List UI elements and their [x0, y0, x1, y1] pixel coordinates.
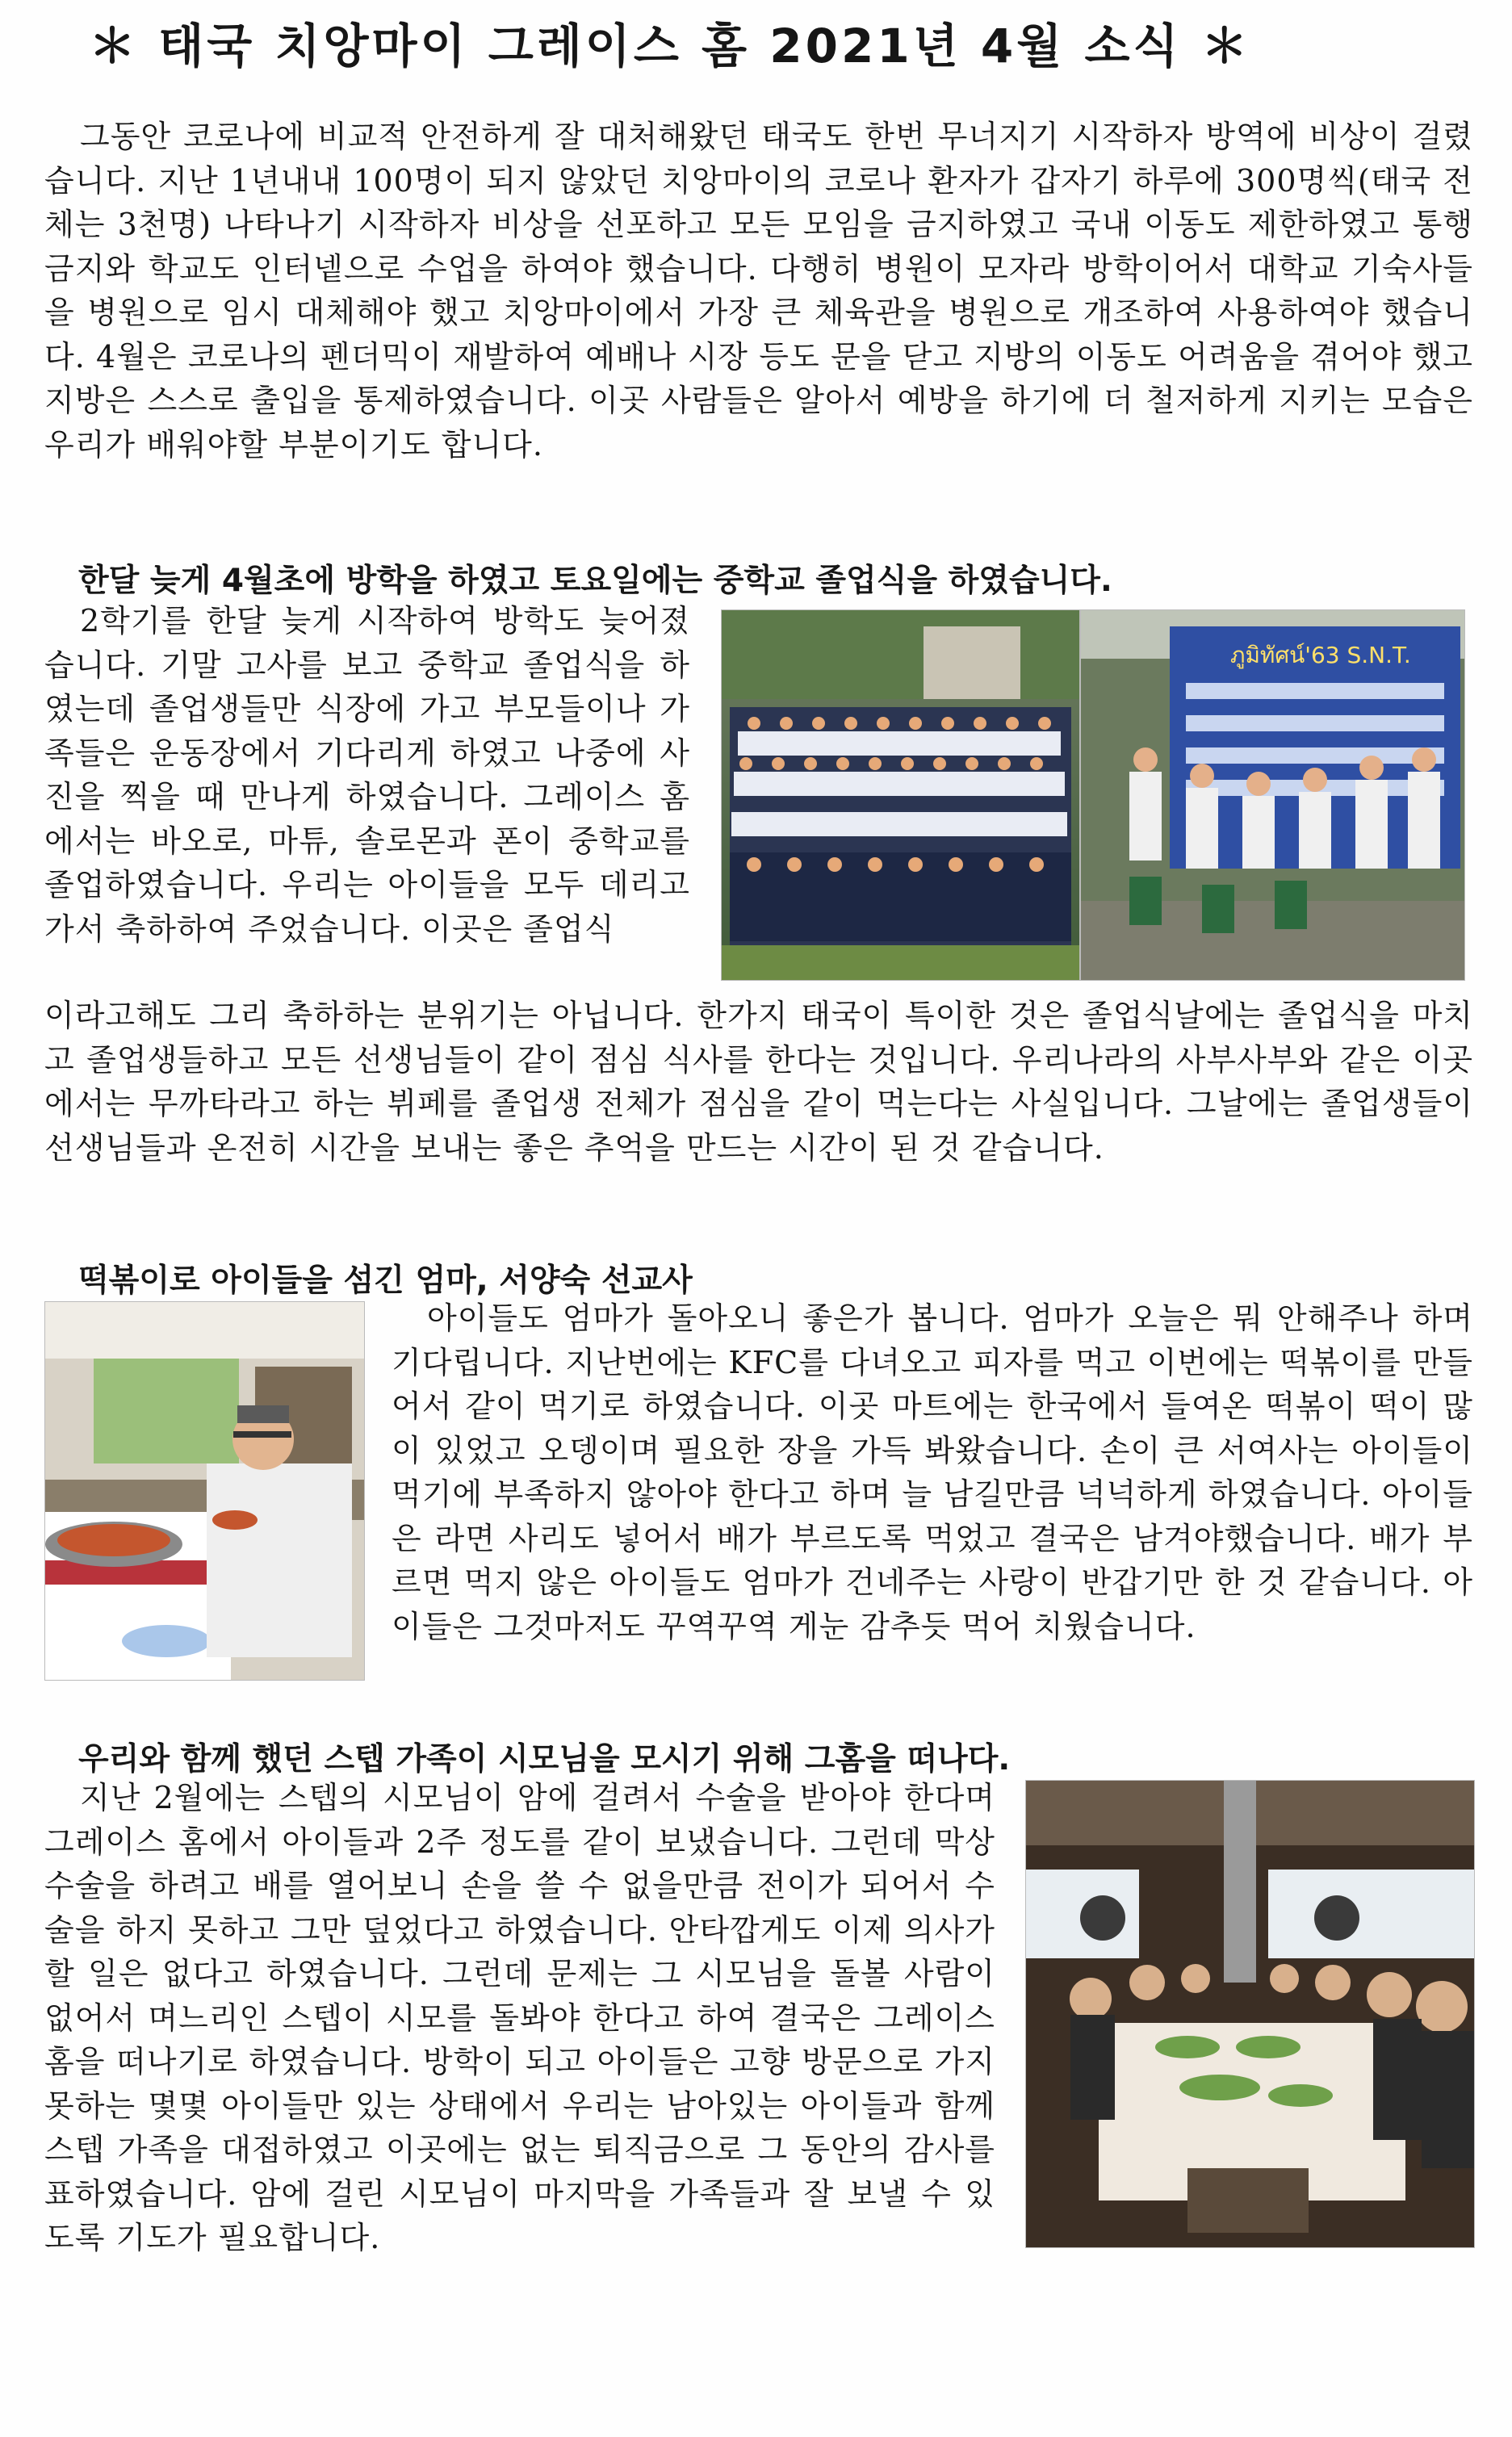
- section-tteokbokki-body: 아이들도 엄마가 돌아오니 좋은가 봅니다. 엄마가 오늘은 뭐 안해주나 하며 기다립니다. 지난번에는 KFC를 다녀오고 피자를 먹고 이번에는 떡볶이를 만들어서 같이 먹기로 하였습니다. 이곳 마트에는 한국에서 들여온 떡볶이 떡이 많이 있었고 오뎅이며 필요한 장을 가득 봐왔습니다. 손이 큰 서여사는 아이들이 먹기에 부족하지 않아야 한다고 하며 늘 남길만큼 넉넉하게 하였습니다. 아이들은 라면 사리도 넣어서 배가 부르도록 먹었고 결국은 남겨야했습니다. 배가 부르면 먹지 않은 아이들도 엄마가 건네주는 사랑이 반갑기만 한 것 같습니다. 아이들은 그것마저도 꾸역꾸역 게눈 감추듯 먹어 치웠습니다.: [392, 1300, 1473, 1644]
- farewell-dinner-photo: [1025, 1780, 1475, 2248]
- section-staff-farewell-heading: 우리와 함께 했던 스텝 가족이 시모님을 모시기 위해 그홈을 떠나다.: [78, 1741, 1011, 1778]
- banner-text: ภูมิทัศน์'63 S.N.T.: [1230, 642, 1411, 668]
- graduation-group-photo: [721, 609, 1080, 981]
- intro-paragraph: 그동안 코로나에 비교적 안전하게 잘 대처해왔던 태국도 한번 무너지기 시작하자 방역에 비상이 걸렸습니다. 지난 1년내내 100명이 되지 않았던 치앙마이의 코로나 환자가 갑자기 하루에 300명씩(태국 전체는 3천명) 나타나기 시작하자 비상을 선포하고 모든 모임을 금지하였고 국내 이동도 제한하였고 통행금지와 학교도 인터넽으로 수업을 하여야 했습니다. 다행히 병원이 모자라 방학이어서 대학교 기숙사들을 병원으로 임시 대체해야 했고 치앙마이에서 가장 큰 체육관을 병원으로 개조하여 사용하여야 했습니다. 4월은 코로나의 펜더믹이 재발하여 예배나 시장 등도 문을 닫고 지방의 이동도 어려움을 겪어야 했고 지방은 스스로 출입을 통제하였습니다. 이곳 사람들은 알아서 예방을 하기에 더 철저하게 지키는 모습은 우리가 배워야할 부분이기도 합니다.: [44, 119, 1473, 463]
- section-graduation-body-top: 2학기를 한달 늦게 시작하여 방학도 늦어졌습니다. 기말 고사를 보고 중학교 졸업식을 하였는데 졸업생들만 식장에 가고 부모들이나 가족들은 운동장에서 기다리게 하였고 나중에 사진을 찍을 때 만나게 하였습니다. 그레이스 홈에서는 바오로, 마튜, 솔로몬과 폰이 중학교를 졸업하였습니다. 우리는 아이들을 모두 데리고 가서 축하하여 주었습니다. 이곳은 졸업식: [44, 603, 690, 947]
- section-staff-farewell-body: 지난 2월에는 스텝의 시모님이 암에 걸려서 수술을 받아야 한다며 그레이스 홈에서 아이들과 2주 정도를 같이 보냈습니다. 그런데 막상 수술을 하려고 배를 열어보니 손을 쓸 수 없을만큼 전이가 되어서 수술을 하지 못하고 그만 덮었다고 하였습니다. 안타깝게도 이제 의사가 할 일은 없다고 하였습니다. 그런데 문제는 그 시모님을 돌볼 사람이 없어서 며느리인 스텝이 시모를 돌봐야 한다고 하여 결국은 그레이스 홈을 떠나기로 하였습니다. 방학이 되고 아이들은 고향 방문으로 가지 못하는 몇몇 아이들만 있는 상태에서 우리는 남아있는 아이들과 함께 스텝 가족을 대접하였고 이곳에는 없는 퇴직금으로 그 동안의 감사를 표하였습니다. 암에 걸린 시모님이 마지막을 가족들과 잘 보낼 수 있도록 기도가 필요합니다.: [44, 1780, 995, 2255]
- page-title: ＊ 태국 치앙마이 그레이스 홈 2021년 4월 소식 ＊: [89, 19, 1251, 73]
- section-graduation-body-bottom: 이라고해도 그리 축하하는 분위기는 아닙니다. 한가지 태국이 특이한 것은 졸업식날에는 졸업식을 마치고 졸업생들하고 모든 선생님들이 같이 점심 식사를 한다는 것입니다. 우리나라의 사부사부와 같은 이곳에서는 무까타라고 하는 뷔페를 졸업생 전체가 점심을 같이 먹는다는 사실입니다. 그날에는 졸업생들이 선생님들과 온전히 시간을 보내는 좋은 추억을 만드는 시간이 된 것 같습니다.: [44, 998, 1473, 1166]
- section-graduation-heading: 한달 늦게 4월초에 방학을 하였고 토요일에는 중학교 졸업식을 하였습니다.: [78, 563, 1112, 599]
- graduation-family-photo: [1080, 609, 1465, 981]
- section-tteokbokki-heading: 떡볶이로 아이들을 섬긴 엄마, 서양숙 선교사: [78, 1262, 693, 1299]
- cooking-photo: [44, 1301, 365, 1681]
